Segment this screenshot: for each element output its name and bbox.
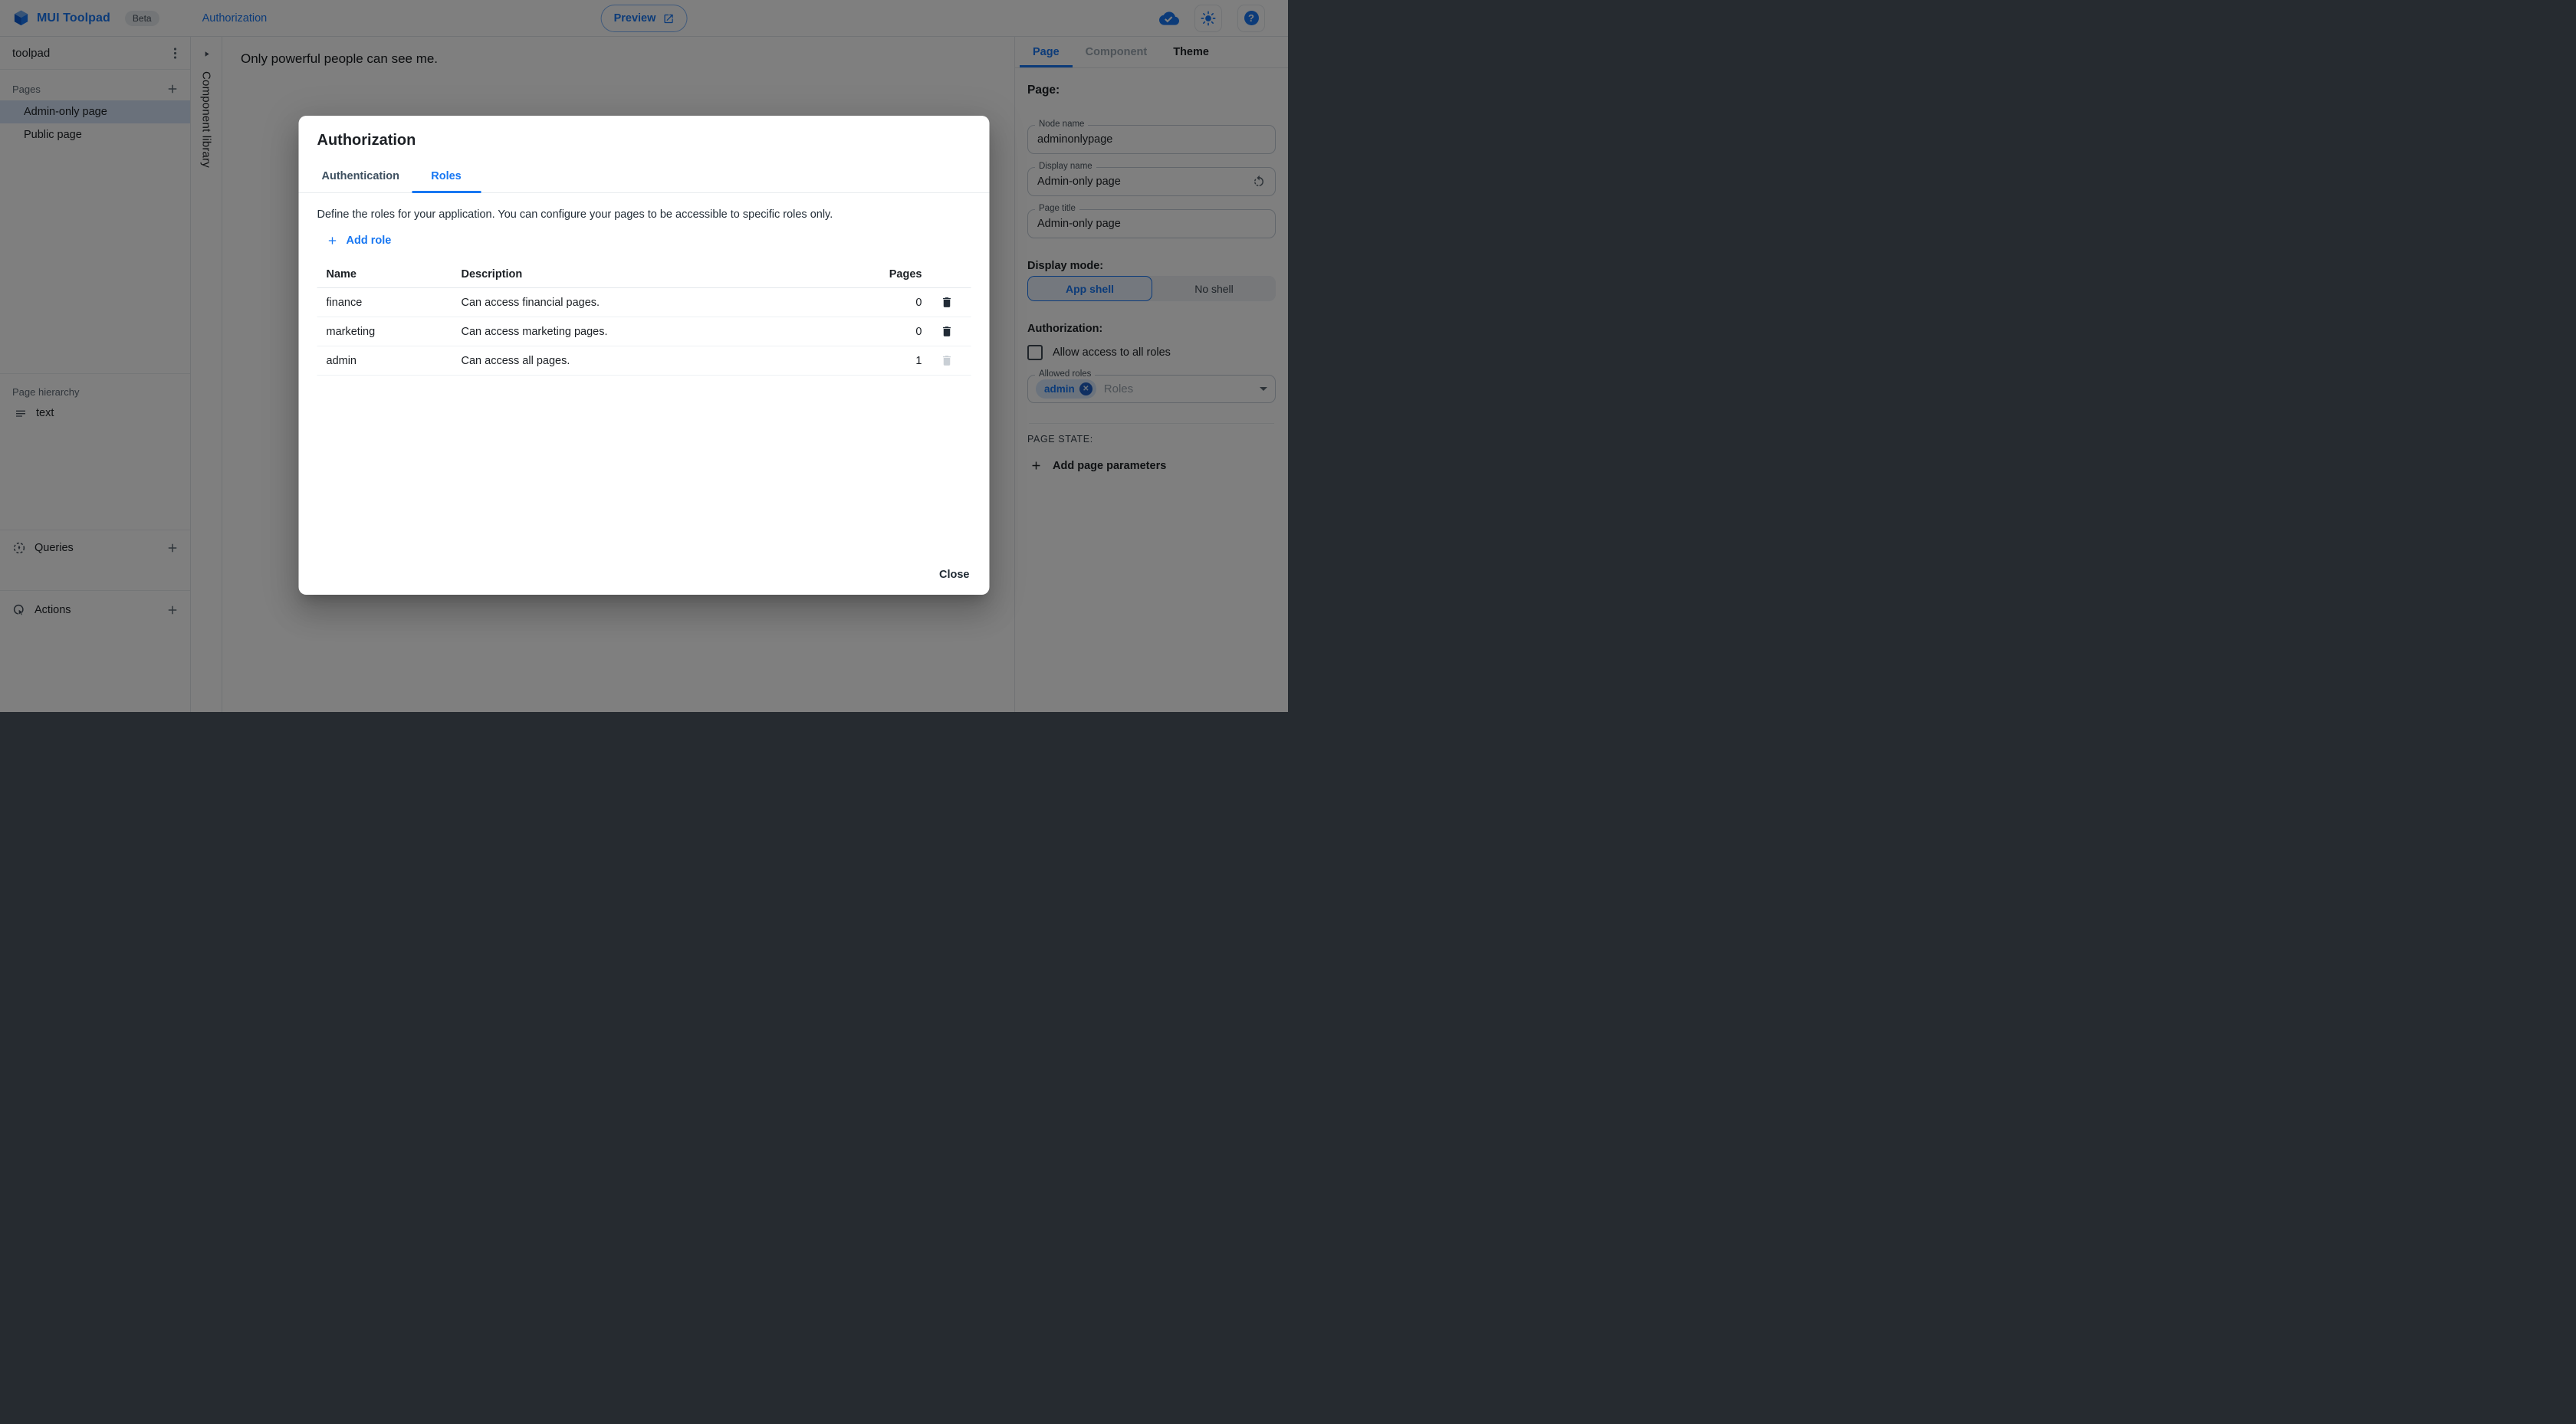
app-window [0, 0, 1288, 712]
role-pages-count: 1 [915, 354, 922, 367]
delete-role-icon-disabled [940, 354, 953, 367]
close-button[interactable]: Close [932, 563, 978, 587]
role-description: Can access marketing pages. [461, 325, 608, 338]
delete-role-icon[interactable] [940, 296, 953, 309]
role-name: marketing [326, 325, 376, 338]
dialog-tabs [299, 160, 990, 193]
roles-table-header [317, 261, 971, 288]
add-role-label: Add role [346, 235, 392, 247]
table-row-marketing [317, 317, 971, 346]
table-row-finance [317, 288, 971, 317]
role-pages-count: 0 [915, 296, 922, 309]
plus-icon [327, 235, 339, 247]
roles-description: Define the roles for your application. You can configure your pages to be accessible to specific roles only. [317, 208, 833, 221]
header-description: Description [461, 268, 523, 281]
role-description: Can access financial pages. [461, 296, 600, 309]
dialog-title: Authorization [317, 132, 416, 149]
dialog-body [299, 193, 990, 376]
header-name: Name [326, 268, 356, 281]
authorization-dialog [299, 116, 990, 595]
roles-table [317, 261, 971, 376]
header-pages: Pages [889, 268, 922, 281]
add-role-button[interactable] [327, 235, 392, 247]
table-row-admin [317, 346, 971, 376]
role-name: finance [326, 296, 363, 309]
role-pages-count: 0 [915, 325, 922, 338]
tab-roles[interactable]: Roles [412, 160, 481, 192]
tab-authentication[interactable]: Authentication [321, 170, 399, 182]
role-description: Can access all pages. [461, 354, 570, 367]
role-name: admin [326, 354, 356, 367]
delete-role-icon[interactable] [940, 325, 953, 338]
